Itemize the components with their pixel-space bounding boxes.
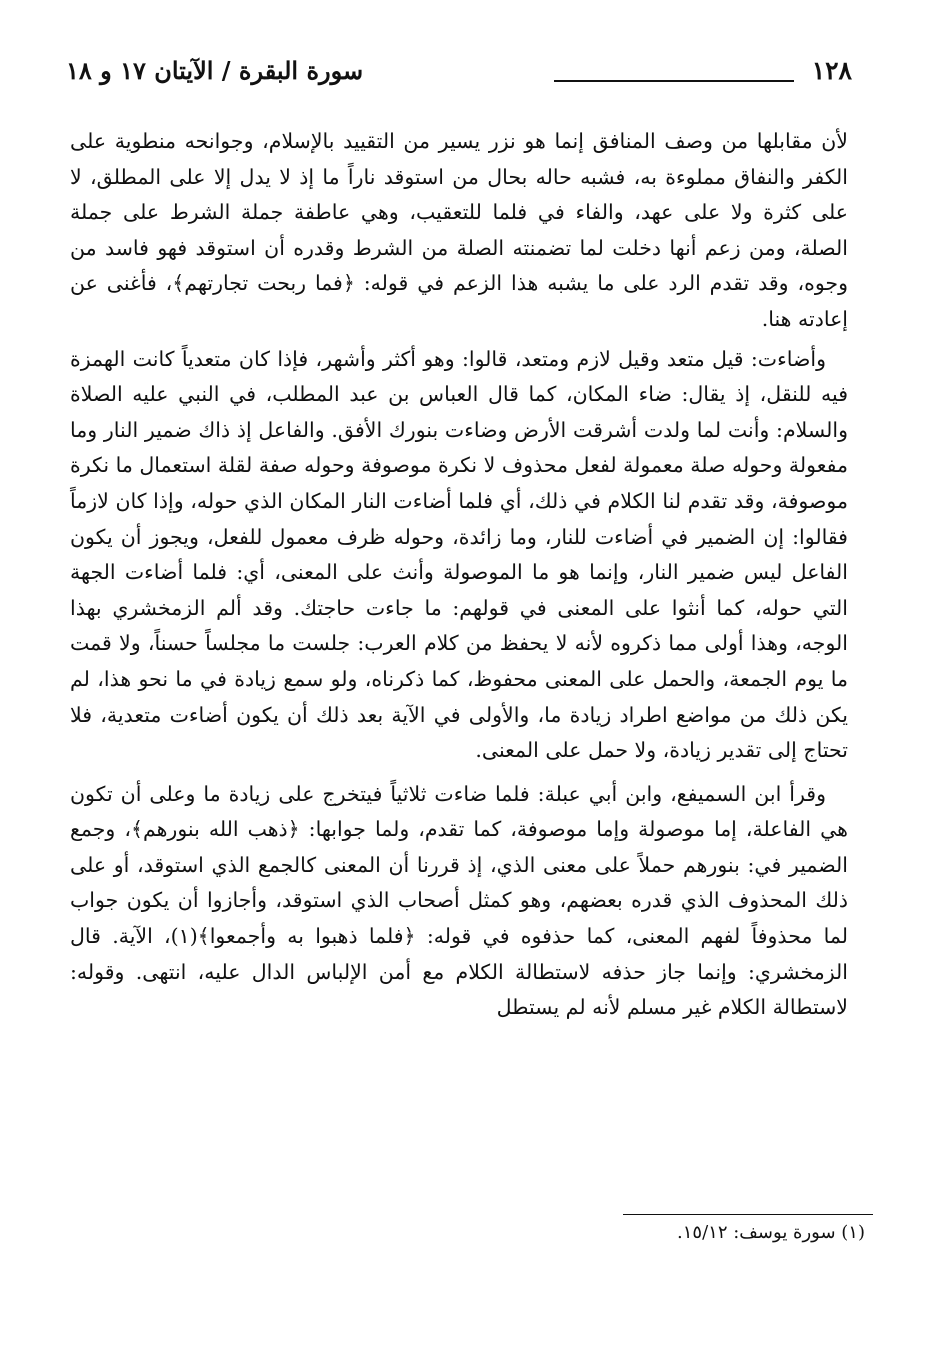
running-title: سورة البقرة / الآيتان ١٧ و ١٨	[66, 56, 364, 85]
paragraph: لأن مقابلها من وصف المنافق إنما هو نزر يسير من التقييد بالإسلام، وجوانحه منطوية على الكفر والنفاق مملوءة به، فشبه حاله بحال من استوقد ناراً ما إذ لا يدل إلا على المطلق، لا على كثرة ولا على عهد، والفاء في فلما للتعقيب، وهي عاطفة جملة الشرط على جملة الصلة، ومن زعم أنها دخلت لما تضمنته الصلة من الشرط وقدره أن استوقد فهو فاسد من وجوه، وقد تقدم الرد على ما يشبه هذا الزعم في قوله: ﴿فما ربحت تجارتهم﴾، فأغنى عن إعادته هنا.	[70, 129, 848, 331]
paragraph: وقرأ ابن السميفع، وابن أبي عبلة: فلما ضاءت ثلاثياً فيتخرج على زيادة ما وعلى أن تكون هي الفاعلة، إما موصولة وإما موصوفة، كما تقدم، ولما جوابها: ﴿ذهب الله بنورهم﴾، وجمع الضمير في: بنورهم حملاً على معنى الذي، إذ قررنا أن المعنى كالجمع الذي استوقد، أو على ذلك المحذوف الذي قدره بعضهم، وهو كمثل أصحاب الذي استوقد، وأجازوا أن يكون جواب لما محذوفاً لفهم المعنى، كما حذفوه في قوله: ﴿فلما ذهبوا به وأجمعوا﴾(١)، الآية. قال الزمخشري: وإنما جاز حذفه لاستطالة الكلام مع أمن الإلباس الدال عليه، انتهى. وقوله: لاستطالة الكلام غير مسلم لأنه لم يستطل	[70, 781, 849, 1020]
footnote: (١) سورة يوسف: ١٥/١٢.	[677, 1222, 865, 1243]
footnote-divider	[623, 1214, 873, 1215]
paragraph: وأضاءت: قيل متعد وقيل لازم ومتعد، قالوا: وهو أكثر وأشهر، فإذا كان متعدياً كانت الهمزة فيه للنقل، إذ يقال: ضاء المكان، كما قال العباس بن عبد المطلب، في النبي عليه الصلاة والسلام: وأنت لما ولدت أشرقت الأرض وضاءت بنورك الأفق. والفاعل إذ ذاك ضمير النار وما مفعولة وحوله صلة معمولة لفعل محذوف لا نكرة موصوفة وحوله صفة لقلة استعمال ما نكرة موصوفة، وقد تقدم لنا الكلام في ذلك، أي فلما أضاءت النار المكان الذي حوله، وإذا كان لازماً فقالوا: إن الضمير في أضاءت للنار، وما زائدة، وحوله ظرف معمول للفعل، ويجوز أن يكون الفاعل ليس ضمير النار، وإنما هو ما الموصولة وأنث على المعنى، أي: فلما أضاءت الجهة التي حوله، كما أنثوا على المعنى في قولهم: ما جاءت حاجتك. وقد ألم الزمخشري بهذا الوجه، وهذا أولى مما ذكروه لأنه لا يحفظ من كلام العرب: جلست ما مجلساً حسناً، ولا قمت ما يوم الجمعة، والحمل على المعنى محفوظ، كما ذكرناه، ولو سمع زيادة في ما نحو هذا، لم يكن ذلك من مواضع اطراد زيادة ما، والأولى في الآية بعد ذلك أن يكون أضاءت متعدية، فلا تحتاج إلى تقدير زيادة، ولا حمل على المعنى.	[70, 346, 848, 763]
page-number: ١٢٨	[811, 56, 852, 85]
main-text	[70, 124, 848, 1026]
page-header	[66, 52, 852, 92]
header-rule	[554, 80, 794, 82]
